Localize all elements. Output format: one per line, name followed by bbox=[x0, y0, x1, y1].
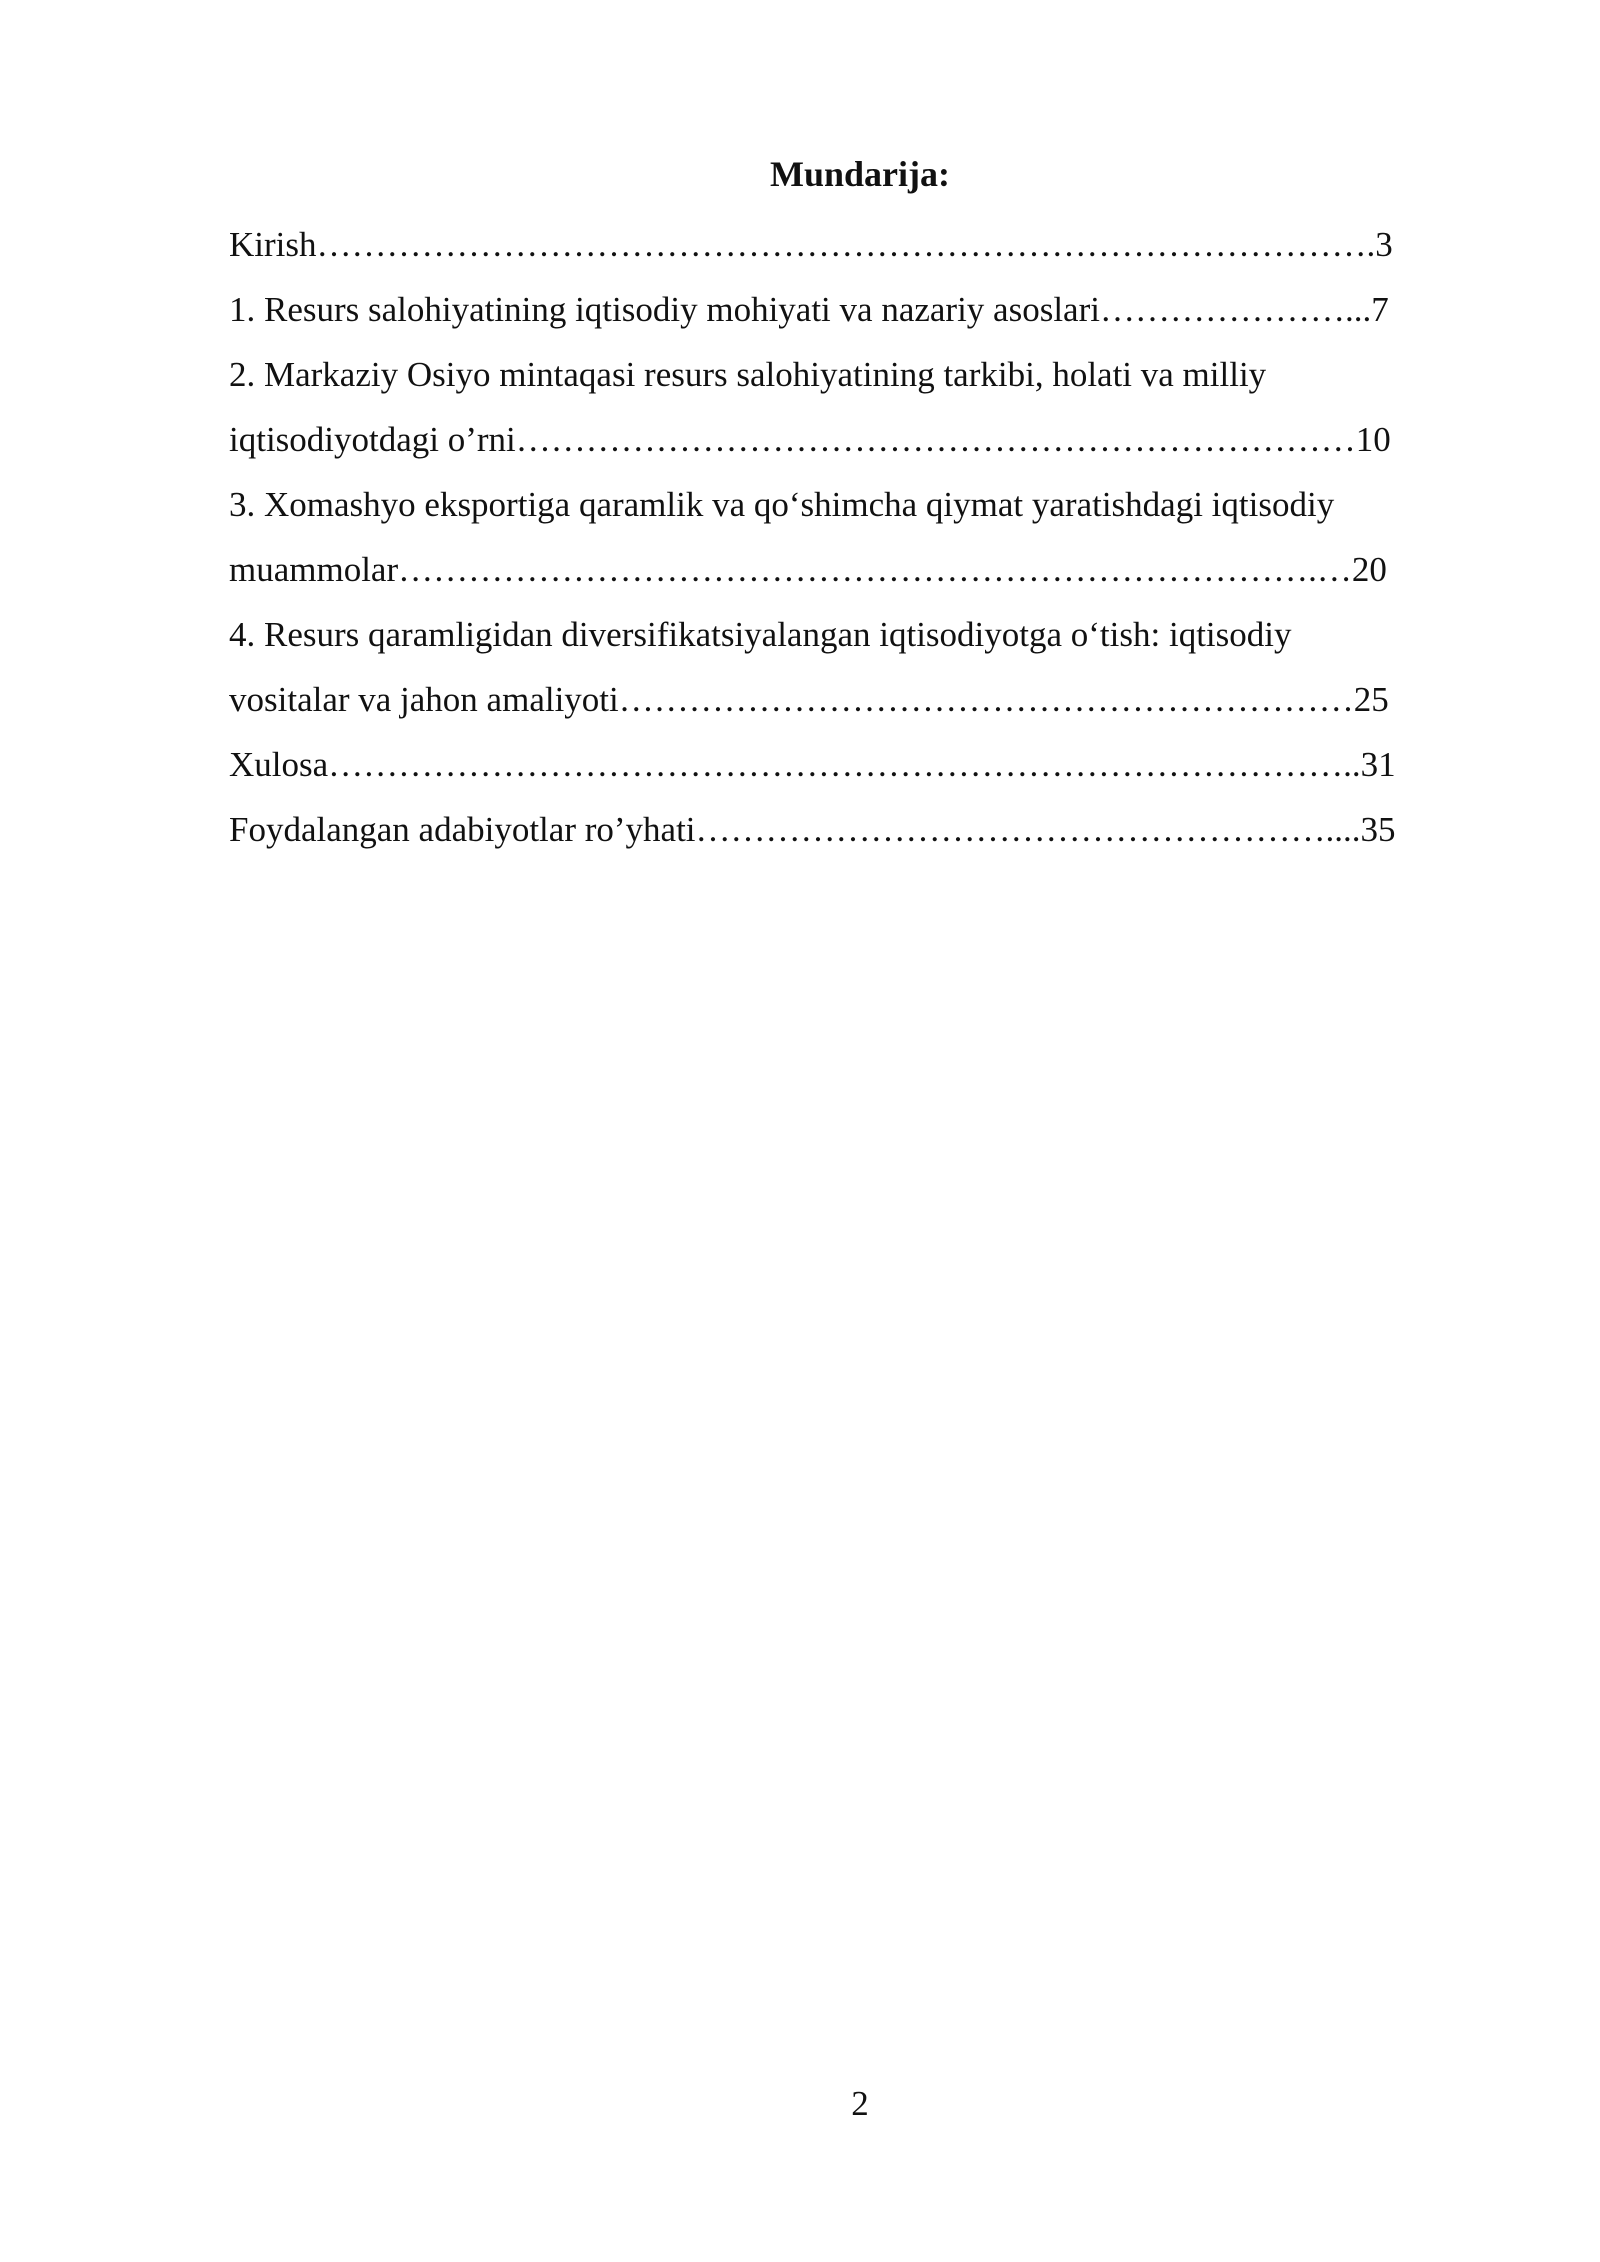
toc-line-chapter-1: 1. Resurs salohiyatining iqtisodiy mohiyati va nazariy asoslari…………………...7 bbox=[229, 290, 1389, 329]
toc-line-xulosa: Xulosa……………………………………………………………………………..31 bbox=[229, 745, 1396, 784]
toc-line-chapter-2-cont: iqtisodiyotdagi o’rni………………………………………………………………10 bbox=[229, 420, 1391, 459]
table-of-contents bbox=[229, 212, 1489, 862]
toc-line-chapter-3-cont: muammolar…………………………………………………………………….…20 bbox=[229, 550, 1387, 589]
toc-line-chapter-4: 4. Resurs qaramligidan diversifikatsiyalangan iqtisodiyotga o‘tish: iqtisodiy bbox=[229, 615, 1292, 654]
toc-line-chapter-4-cont: vositalar va jahon amaliyoti………………………………………………………25 bbox=[229, 680, 1389, 719]
toc-line-references: Foydalangan adabiyotlar ro’yhati………………………………………………....35 bbox=[229, 810, 1396, 849]
toc-line-kirish: Kirish……………………………………………………………………………….3 bbox=[229, 225, 1393, 264]
toc-line-chapter-3: 3. Xomashyo eksportiga qaramlik va qo‘shimcha qiymat yaratishdagi iqtisodiy bbox=[229, 485, 1335, 524]
page-title: Mundarija: bbox=[770, 154, 950, 194]
toc-line-chapter-2: 2. Markaziy Osiyo mintaqasi resurs salohiyatining tarkibi, holati va milliy bbox=[229, 355, 1267, 394]
page-number: 2 bbox=[851, 2084, 869, 2123]
